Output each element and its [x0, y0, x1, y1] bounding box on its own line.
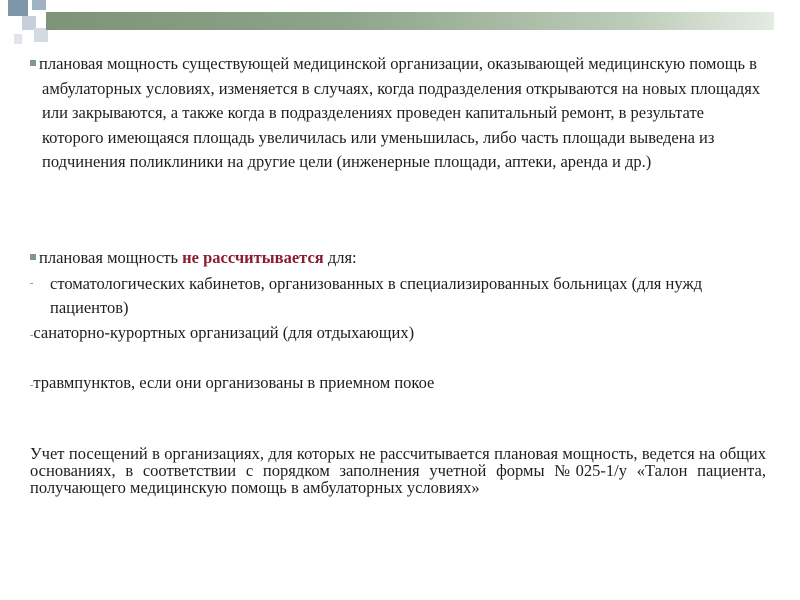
paragraph2-highlight: не рассчитывается — [182, 248, 324, 267]
list-item-text: травмпунктов, если они организованы в приемном покое — [33, 373, 435, 392]
header-square-decor — [8, 0, 28, 16]
square-bullet-icon — [30, 60, 36, 66]
square-bullet-icon — [30, 254, 36, 260]
list-item — [30, 321, 414, 348]
list-item — [30, 371, 434, 398]
list-item-text: санаторно-курортных организаций (для отдыхающих) — [33, 323, 415, 342]
paragraph-not-calculated — [30, 248, 357, 268]
header-bar — [46, 12, 774, 30]
paragraph2-suffix: для: — [323, 248, 357, 267]
dash-bullet-icon: - — [30, 330, 34, 341]
list-item — [30, 272, 770, 320]
dash-bullet-icon: - — [30, 278, 34, 289]
header-square-decor — [34, 28, 48, 42]
paragraph-visit-accounting: Учет посещений в организациях, для которых не рассчитывается плановая мощность, ведется на общих основаниях, в соответствии с порядком заполнения учетной формы №025-1/у «Талон пациента, получающего медицинскую помощь в амбулаторных условиях» — [30, 444, 766, 497]
dash-bullet-icon: - — [30, 380, 34, 391]
list-item-text: стоматологических кабинетов, организованных в специализированных больницах (для нужд пациентов) — [50, 274, 703, 317]
paragraph2-prefix: плановая мощность — [39, 248, 183, 267]
header-square-decor — [32, 0, 46, 10]
header-square-decor — [14, 34, 22, 44]
paragraph-planned-capacity — [30, 52, 765, 175]
paragraph1-text: плановая мощность существующей медицинской организации, оказывающей медицинскую помощь в амбулаторных условиях, изменяется в случаях, когда подразделения открываются на новых площадях или закрываются, а также когда в подразделениях проведен капитальный ремонт, в результате которого имеющаяся площадь увеличилась или уменьшилась, либо часть площади выведена из подчинения поликлиники на другие цели (инженерные площади, аптеки, аренда и др.) — [39, 54, 761, 171]
